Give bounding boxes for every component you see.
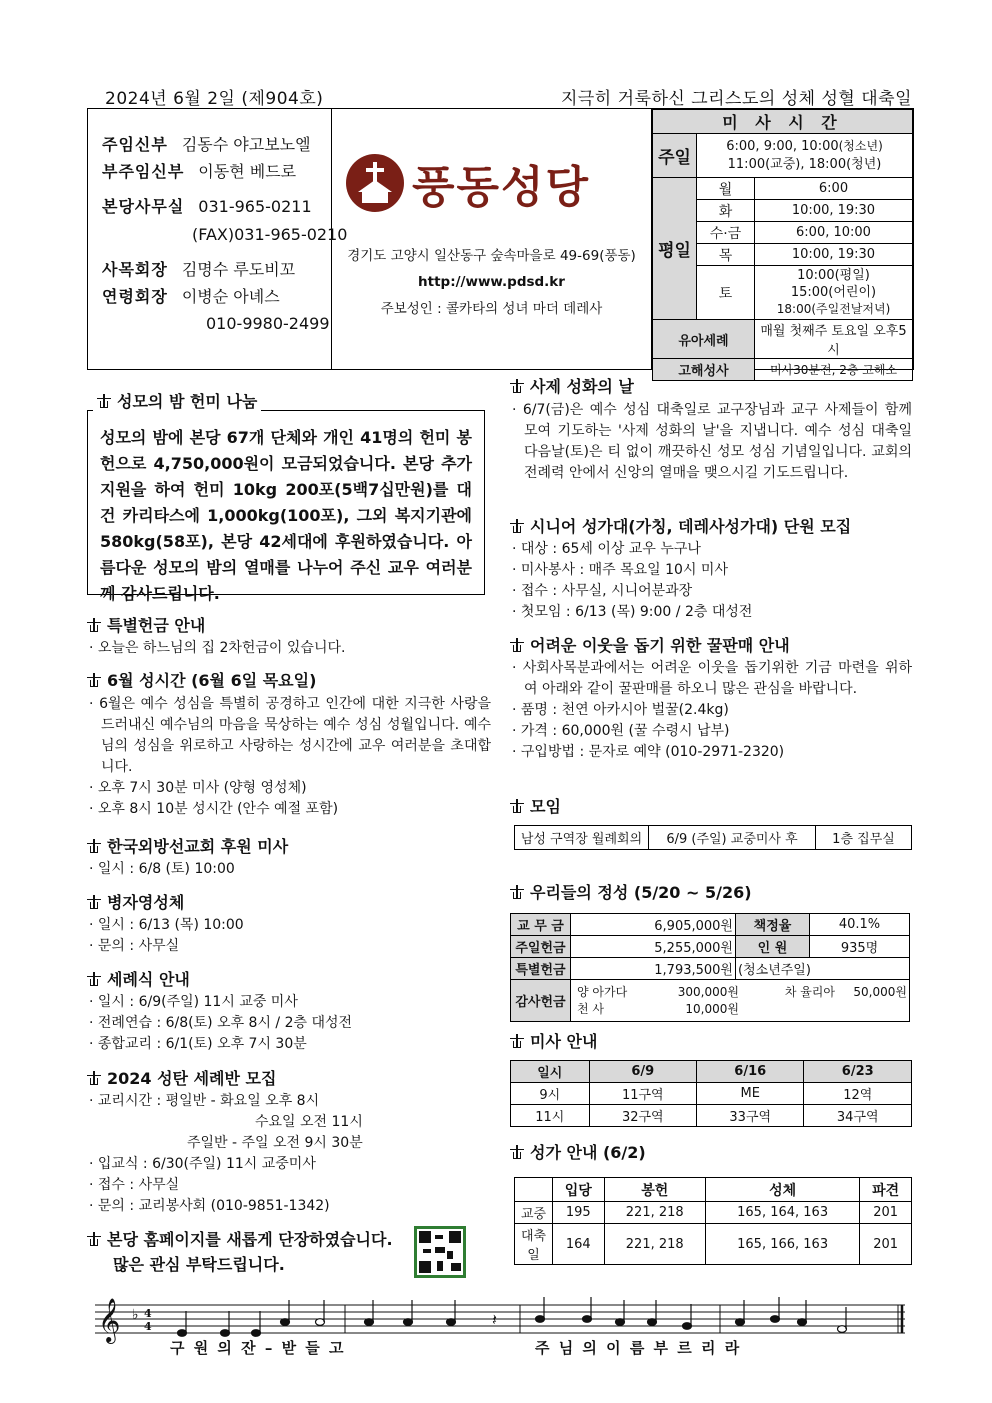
list-item: · 접수 : 사무실, 시니어분과장: [510, 581, 912, 602]
staff-panel: [88, 109, 348, 369]
priests-day-body: · 6/7(금)은 예수 성심 대축일로 교구장님과 교구 사제들이 함께 모여 기도하는 '사제 성화의 날'을 지냅니다. 예수 성심 대축일 다음날(토)은 티 없이 깨끗하신 성모 성심 기념일입니다. 교회의 전례력 안에서 신앙의 열매을 맺으시길 기도드립니다.: [510, 400, 912, 484]
cross-icon: [510, 799, 524, 813]
mass-guide-cell: 33구역: [697, 1105, 804, 1127]
offering-label: 특별헌금: [511, 958, 571, 980]
parish-address: 경기도 고양시 일산동구 숲속마을로 49-69(풍동): [347, 248, 636, 264]
list-item: · 오후 8시 10분 성시간 (안수 예절 포함): [87, 799, 491, 820]
mission-title: 한국외방선교회 후원 미사: [107, 837, 289, 856]
mass-guide-table: [510, 1060, 912, 1127]
cross-icon: [97, 394, 111, 408]
hymn-cell: 165, 166, 163: [705, 1224, 860, 1265]
special-offering-section: [87, 613, 487, 659]
list-item: · 대상 : 65세 이상 교우 누구나: [510, 539, 912, 560]
assistant-label: 부주임신부: [102, 162, 185, 182]
cross-icon: [87, 618, 101, 632]
list-item: · 접수 : 사무실: [87, 1175, 487, 1196]
hymn-cell: 201: [860, 1224, 912, 1265]
cross-icon: [510, 885, 524, 899]
meeting-table: [514, 825, 912, 850]
hymn-table: [514, 1177, 912, 1265]
flower-box: [87, 410, 485, 603]
offering-value: 935명: [810, 936, 910, 958]
list-item: · 오늘은 하느님의 집 2차헌금이 있습니다.: [87, 638, 487, 659]
assistant-name: 이동현 베드로: [198, 162, 297, 182]
elder-name: 이병순 아녜스: [181, 286, 280, 306]
confession-label: 고해성사: [653, 359, 755, 381]
flower-body: 성모의 밤에 본당 67개 단체와 개인 41명의 헌미 봉헌으로 4,750,000원이 모금되었습니다. 본당 추가 지원을 하여 헌미 10kg 200포(5백7십만원)를 대건 카리타스에 1,000kg(100포), 그외 복지기관에 580kg(58포), 본당 42세대에 후원하였습니다. 아름다운 성모의 밤의 열매를 나누어 주신 교우 여러분께 감사드립니다.: [100, 428, 472, 603]
mass-times-panel: [652, 109, 913, 379]
offering-value: 1,793,500원: [571, 958, 736, 980]
offering-label: 인 원: [736, 936, 810, 958]
elder-label: 연령회장: [102, 286, 168, 306]
offering-value: 40.1%: [810, 914, 910, 936]
mass-guide-cell: 32구역: [589, 1105, 696, 1127]
honey-sale-section: [510, 633, 912, 763]
cross-icon: [510, 519, 524, 533]
list-item: · 문의 : 사무실: [87, 936, 487, 957]
mass-times-title: 미 사 시 간: [653, 110, 913, 134]
honey-sale-body: · 사회사목분과에서는 어려운 이웃을 돕기위한 기금 마련을 위하여 아래와 같이 꿀판매를 하오니 많은 관심을 바랍니다.: [510, 658, 912, 700]
mass-guide-section: [510, 1029, 912, 1127]
saturday-time-2: 15:00(어린이): [790, 284, 877, 300]
cross-icon: [510, 638, 524, 652]
top-line: [105, 84, 912, 109]
hymn-header: 성체: [705, 1178, 860, 1202]
donor-amount: 50,000원: [853, 984, 907, 999]
mass-times-table: [652, 109, 913, 381]
church-emblem-icon: [346, 154, 404, 212]
holy-hour-title: 6월 성시간 (6월 6일 목요일): [107, 671, 317, 690]
sunday-label: 주일: [653, 134, 697, 178]
hymn-cell: 165, 164, 163: [705, 1202, 860, 1224]
offering-title: 우리들의 정성 (5/20 ~ 5/26): [530, 883, 752, 902]
hymn-section: [510, 1140, 912, 1265]
cross-icon: [510, 1145, 524, 1159]
mass-guide-header: 일시: [511, 1061, 590, 1083]
list-item: · 일시 : 6/8 (토) 10:00: [87, 859, 487, 880]
hymn-cell: 164: [553, 1224, 605, 1265]
mass-guide-cell: 9시: [511, 1083, 590, 1105]
weekday-label: 평일: [653, 178, 697, 320]
list-item: · 품명 : 천연 아카시아 벌꿀(2.4kg): [510, 700, 912, 721]
mass-guide-title: 미사 안내: [530, 1032, 598, 1051]
offering-label: 감사헌금: [511, 980, 571, 1022]
hymn-header: 봉헌: [604, 1178, 705, 1202]
saturday-label: 토: [697, 266, 755, 320]
meeting-where: 1층 집무실: [816, 826, 912, 850]
catechism-section: [87, 1066, 487, 1217]
weekday-time: 10:00, 19:30: [755, 244, 913, 266]
mass-guide-cell: 34구역: [804, 1105, 912, 1127]
hymn-cell: 대축일: [515, 1224, 553, 1265]
mission-section: [87, 834, 487, 880]
mass-guide-header: 6/9: [589, 1061, 696, 1083]
senior-choir-title: 시니어 성가대(가칭, 데레사성가대) 단원 모집: [530, 517, 852, 536]
list-item: · 오후 7시 30분 미사 (양형 영성체): [87, 778, 491, 799]
offering-section: [510, 880, 912, 1022]
lyric-line-2: 주 님 의 이 름 부 르 리 라: [535, 1339, 742, 1357]
cross-icon: [87, 839, 101, 853]
infant-baptism-label: 유아세례: [653, 320, 755, 359]
offering-value: 5,255,000원: [571, 936, 736, 958]
catechism-title: 2024 성탄 세례반 모집: [107, 1069, 277, 1088]
council-label: 사목회장: [102, 259, 168, 279]
parish-panel: [332, 109, 652, 369]
cross-icon: [87, 1232, 101, 1246]
weekday-time: 10:00, 19:30: [755, 200, 913, 222]
meeting-section: [510, 794, 912, 850]
hymn-cell: 221, 218: [604, 1224, 705, 1265]
sick-communion-section: [87, 890, 487, 957]
sunday-times-1-note: (청소년): [838, 138, 883, 153]
offering-label: 교 무 금: [511, 914, 571, 936]
rest-icon: 𝄽: [492, 1310, 497, 1329]
pastor-label: 주임신부: [102, 135, 168, 154]
parish-name: 풍동성당: [412, 162, 591, 213]
cross-icon: [87, 673, 101, 687]
holy-hour-section: [87, 668, 491, 820]
weekday-time: 6:00: [755, 178, 913, 200]
donor-amount: 10,000원: [685, 1001, 739, 1016]
sunday-times-2: 11:00(교중), 18:00(청년): [727, 156, 882, 172]
svg-text:4: 4: [144, 1320, 152, 1333]
offering-label: 주일헌금: [511, 936, 571, 958]
cross-icon: [87, 895, 101, 909]
meeting-title: 모임: [530, 797, 561, 816]
catechism-line-1: · 교리시간 : 평일반 - 화요일 오후 8시: [87, 1091, 487, 1112]
list-item: · 가격 : 60,000원 (꿀 수령시 납부): [510, 721, 912, 742]
hymn-header: 파견: [860, 1178, 912, 1202]
mass-guide-cell: ME: [697, 1083, 804, 1105]
mass-guide-header: 6/23: [804, 1061, 912, 1083]
homepage-line-2: 많은 관심 부탁드립니다.: [113, 1255, 285, 1274]
mass-guide-cell: 11시: [511, 1105, 590, 1127]
weekday-day: 수·금: [697, 222, 755, 244]
list-item: · 일시 : 6/13 (목) 10:00: [87, 915, 487, 936]
parish-logo: [346, 151, 590, 215]
treble-clef-icon: 𝄞: [98, 1298, 121, 1342]
list-item: · 문의 : 교리봉사회 (010-9851-1342): [87, 1196, 487, 1217]
weekday-day: 화: [697, 200, 755, 222]
council-name: 김명수 루도비꼬: [181, 259, 296, 279]
catechism-line-2: 수요일 오전 11시: [255, 1114, 363, 1130]
office-phone: 031-965-0211: [198, 197, 312, 217]
list-item: · 미사봉사 : 매주 목요일 10시 미사: [510, 560, 912, 581]
homepage-notice: [87, 1227, 407, 1275]
office-label: 본당사무실: [102, 197, 185, 217]
cross-icon: [87, 972, 101, 986]
lyric-line-1: 구 원 의 잔 – 받 들 고: [170, 1339, 346, 1357]
donor-name: 천 사: [577, 1001, 604, 1016]
donor-name: 양 아가다: [577, 984, 628, 999]
confession-value: 미사30분전, 2층 고해소: [755, 359, 913, 381]
priests-day-section: [510, 374, 912, 484]
issue-date: 2024년 6월 2일 (제904호): [105, 89, 324, 109]
weekday-day: 월: [697, 178, 755, 200]
list-item: · 종합교리 : 6/1(토) 오후 7시 30분: [87, 1034, 487, 1055]
svg-text:4: 4: [144, 1307, 152, 1320]
pastor-name: 김동수 야고보노엘: [181, 135, 311, 154]
weekday-time: 6:00, 10:00: [755, 222, 913, 244]
feast-title: 지극히 거룩하신 그리스도의 성체 성혈 대축일: [560, 89, 912, 109]
hymn-header: 입당: [553, 1178, 605, 1202]
masthead: [87, 108, 914, 379]
meeting-when: 6/9 (주일) 교중미사 후: [649, 826, 816, 850]
office-fax: (FAX)031-965-0210: [192, 224, 348, 244]
hymn-title: 성가 안내 (6/2): [530, 1143, 646, 1162]
parish-url[interactable]: http://www.pdsd.kr: [418, 274, 565, 291]
hymn-header: [515, 1178, 553, 1202]
priests-day-title: 사제 성화의 날: [530, 377, 634, 396]
cross-icon: [510, 379, 524, 393]
list-item: · 첫모임 : 6/13 (목) 9:00 / 2층 대성전: [510, 602, 912, 623]
mass-guide-header: 6/16: [697, 1061, 804, 1083]
offering-table: [510, 913, 910, 1022]
cross-icon: [87, 1071, 101, 1085]
homepage-line-1: 본당 홈페이지를 새롭게 단장하였습니다.: [107, 1230, 393, 1249]
patron-saint: 주보성인 : 콜카타의 성녀 마더 데레사: [380, 300, 603, 317]
honey-sale-title: 어려운 이웃을 돕기 위한 꿀판매 안내: [530, 636, 790, 655]
saturday-time-3: 18:00(주일전날저녁): [776, 301, 891, 316]
list-item: · 전례연습 : 6/8(토) 오후 8시 / 2층 대성전: [87, 1013, 487, 1034]
saturday-time-1: 10:00(평일): [797, 267, 870, 283]
donor-name: 차 율리아: [784, 984, 835, 999]
baptism-title: 세례식 안내: [107, 970, 190, 989]
qr-code-icon[interactable]: [414, 1226, 466, 1278]
hymn-cell: 195: [553, 1202, 605, 1224]
list-item: · 입교식 : 6/30(주일) 11시 교중미사: [87, 1154, 487, 1175]
sick-communion-title: 병자영성체: [107, 893, 185, 912]
sunday-times-1: 6:00, 9:00, 10:00: [726, 138, 839, 154]
flat-icon: ♭: [132, 1307, 139, 1323]
catechism-line-3: 주일반 - 주일 오전 9시 30분: [187, 1135, 363, 1151]
music-score: [90, 1295, 910, 1385]
mass-guide-cell: 11구역: [589, 1083, 696, 1105]
mass-guide-cell: 12역: [804, 1083, 912, 1105]
list-item: · 일시 : 6/9(주일) 11시 교중 미사: [87, 992, 487, 1013]
offering-value: 6,905,000원: [571, 914, 736, 936]
special-offering-title: 특별헌금 안내: [107, 616, 206, 635]
offering-note: (청소년주일): [736, 958, 910, 980]
list-item: · 구입방법 : 문자로 예약 (010-2971-2320): [510, 742, 912, 763]
weekday-day: 목: [697, 244, 755, 266]
flower-title-text: 성모의 밤 헌미 나눔: [117, 392, 258, 411]
hymn-cell: 교중: [515, 1202, 553, 1224]
offering-label: 책정율: [736, 914, 810, 936]
meeting-name: 남성 구역장 월례회의: [515, 826, 649, 850]
music-notes: [178, 1297, 847, 1336]
infant-baptism-value: 매월 첫째주 토요일 오후5시: [755, 320, 913, 359]
elder-phone: 010-9980-2499: [206, 314, 330, 334]
baptism-section: [87, 967, 487, 1055]
donor-amount: 300,000원: [677, 984, 739, 999]
flower-title: [93, 389, 261, 412]
senior-choir-section: [510, 514, 912, 623]
holy-hour-body: · 6월은 예수 성심을 특별히 공경하고 인간에 대한 지극한 사랑을 드러내신 예수님의 마음을 묵상하는 예수 성심 성월입니다. 예수님의 성심을 위로하고 사랑하는 성시간에 교우 여러분을 초대합니다.: [87, 694, 491, 778]
hymn-cell: 201: [860, 1202, 912, 1224]
hymn-cell: 221, 218: [604, 1202, 705, 1224]
cross-icon: [510, 1034, 524, 1048]
